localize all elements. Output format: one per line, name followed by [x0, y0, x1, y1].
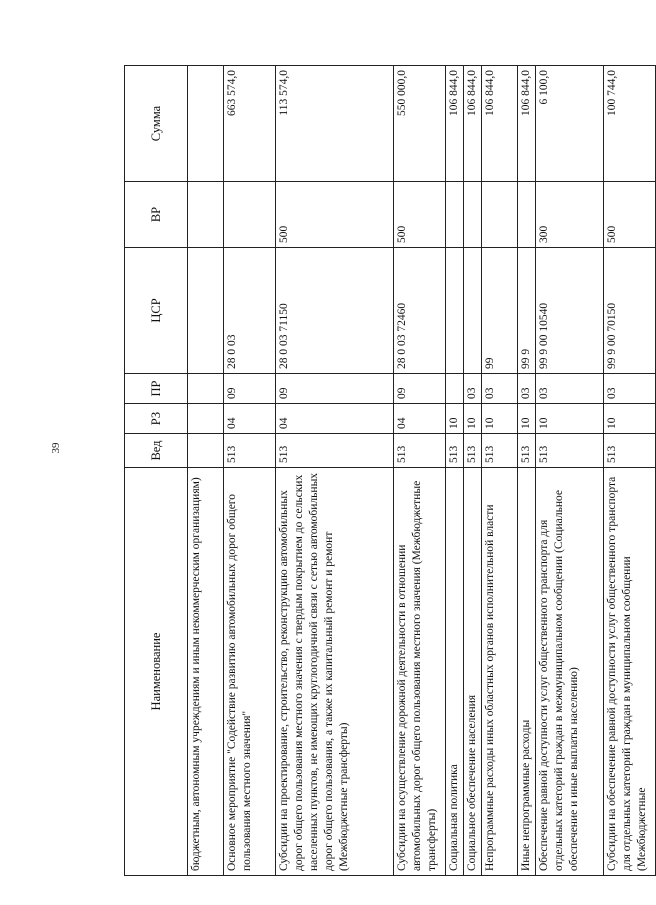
cell-pr: 09 — [224, 374, 276, 404]
cell-vr — [464, 182, 482, 248]
cell-pr: 09 — [394, 374, 446, 404]
cell-vr: 500 — [276, 182, 394, 248]
cell-sum: 106 844,0 — [446, 66, 464, 182]
cell-name: Иные непрограммные расходы — [518, 468, 536, 876]
cell-sum: 106 844,0 — [518, 66, 536, 182]
cell-name: бюджетным, автономным учреждениям и иным некоммерческим организациям) — [188, 468, 224, 876]
cell-pr: 03 — [464, 374, 482, 404]
cell-sum: 106 844,0 — [482, 66, 518, 182]
cell-sum: 663 574,0 — [224, 66, 276, 182]
header-rz: РЗ — [125, 404, 188, 434]
cell-vr: 500 — [394, 182, 446, 248]
table-row — [394, 66, 446, 876]
cell-vr — [518, 182, 536, 248]
cell-name: Социальная политика — [446, 468, 464, 876]
cell-ved — [188, 434, 224, 468]
table-row — [604, 66, 656, 876]
cell-ved: 513 — [446, 434, 464, 468]
cell-pr — [188, 374, 224, 404]
cell-pr — [446, 374, 464, 404]
cell-sum: 550 000,0 — [394, 66, 446, 182]
cell-ved: 513 — [518, 434, 536, 468]
header-vr: ВР — [125, 182, 188, 248]
cell-sum — [188, 66, 224, 182]
cell-ved: 513 — [224, 434, 276, 468]
cell-ved: 513 — [464, 434, 482, 468]
cell-csr: 99 9 00 10540 — [536, 248, 604, 374]
cell-ved: 513 — [604, 434, 656, 468]
table-row — [536, 66, 604, 876]
cell-csr: 99 9 — [518, 248, 536, 374]
cell-pr: 03 — [482, 374, 518, 404]
cell-sum: 113 574,0 — [276, 66, 394, 182]
table-header-row — [125, 66, 188, 876]
cell-csr — [464, 248, 482, 374]
header-ved: Вед — [125, 434, 188, 468]
header-name: Наименование — [125, 468, 188, 876]
cell-pr: 03 — [518, 374, 536, 404]
cell-csr: 99 9 00 70150 — [604, 248, 656, 374]
cell-name: Субсидии на проектирование, строительство, реконструкцию автомобильных дорог общего пользования местного значения с твердым покрытием до сельских населенных пунктов, не имеющих круглогодичной связи с сетью автомобильных дорог общего пользования, а также их капитальный ремонт и ремонт (Межбюджетные трансферты) — [276, 468, 394, 876]
cell-name: Социальное обеспечение населения — [464, 468, 482, 876]
cell-ved: 513 — [394, 434, 446, 468]
header-csr: ЦСР — [125, 248, 188, 374]
cell-sum: 106 844,0 — [464, 66, 482, 182]
cell-ved: 513 — [482, 434, 518, 468]
cell-rz — [188, 404, 224, 434]
cell-vr — [482, 182, 518, 248]
table-row — [224, 66, 276, 876]
cell-rz: 10 — [518, 404, 536, 434]
cell-rz: 10 — [446, 404, 464, 434]
cell-rz: 10 — [482, 404, 518, 434]
cell-csr: 28 0 03 71150 — [276, 248, 394, 374]
cell-vr: 500 — [604, 182, 656, 248]
cell-sum: 100 744,0 — [604, 66, 656, 182]
cell-sum: 6 100,0 — [536, 66, 604, 182]
cell-pr: 03 — [604, 374, 656, 404]
table-row — [464, 66, 482, 876]
table-row — [188, 66, 224, 876]
rotated-table-container — [124, 66, 648, 876]
cell-name: Основное мероприятие "Содействие развитию автомобильных дорог общего пользования местного значения" — [224, 468, 276, 876]
page-number: 39 — [50, 442, 62, 454]
cell-vr — [446, 182, 464, 248]
cell-vr — [224, 182, 276, 248]
cell-rz: 04 — [394, 404, 446, 434]
budget-table — [124, 65, 656, 876]
cell-csr — [188, 248, 224, 374]
cell-rz: 10 — [464, 404, 482, 434]
table-row — [482, 66, 518, 876]
cell-pr: 03 — [536, 374, 604, 404]
table-row — [446, 66, 464, 876]
cell-csr — [446, 248, 464, 374]
cell-vr: 300 — [536, 182, 604, 248]
cell-rz: 10 — [536, 404, 604, 434]
cell-rz: 04 — [224, 404, 276, 434]
cell-csr: 28 0 03 — [224, 248, 276, 374]
cell-name: Обеспечение равной доступности услуг общественного транспорта для отдельных категорий граждан в межмуниципальном сообщении (Социальное обеспечение и иные выплаты населению) — [536, 468, 604, 876]
cell-csr: 28 0 03 72460 — [394, 248, 446, 374]
cell-rz: 04 — [276, 404, 394, 434]
cell-ved: 513 — [536, 434, 604, 468]
table-row — [276, 66, 394, 876]
header-sum: Сумма — [125, 66, 188, 182]
cell-vr — [188, 182, 224, 248]
cell-name: Непрограммные расходы иных областных органов исполнительной власти — [482, 468, 518, 876]
cell-name: Субсидии на обеспечение равной доступности услуг общественного транспорта для отдельных категорий граждан в муниципальном сообщении (Межбюджетные — [604, 468, 656, 876]
cell-name: Субсидии на осуществление дорожной деятельности в отношении автомобильных дорог общего пользования местного значения (Межбюджетные трансферты) — [394, 468, 446, 876]
header-pr: ПР — [125, 374, 188, 404]
table-row — [518, 66, 536, 876]
cell-ved: 513 — [276, 434, 394, 468]
cell-pr: 09 — [276, 374, 394, 404]
cell-rz: 10 — [604, 404, 656, 434]
cell-csr: 99 — [482, 248, 518, 374]
